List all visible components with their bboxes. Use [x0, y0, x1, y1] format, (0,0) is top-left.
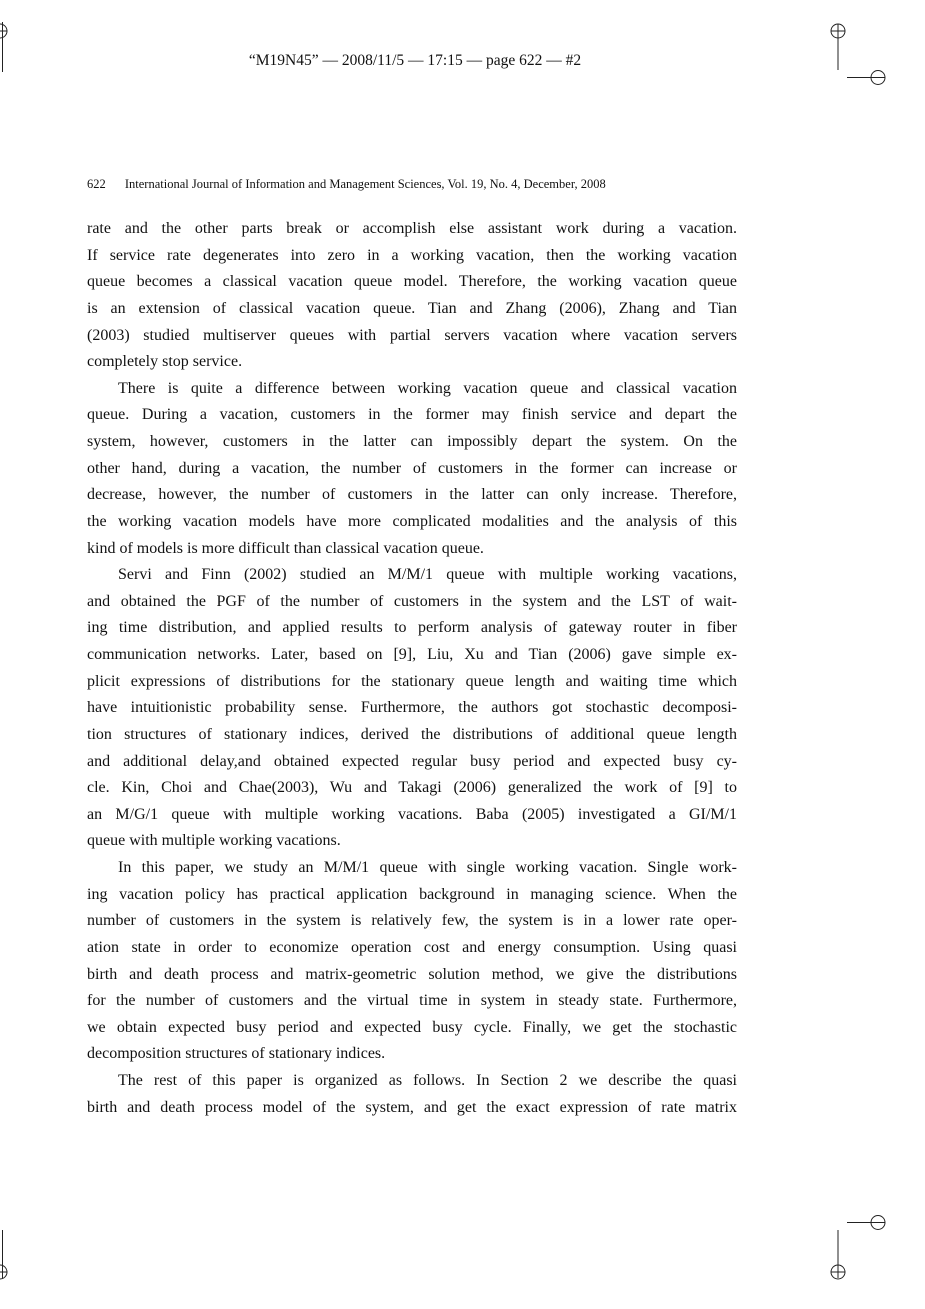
- print-slug-header: “M19N45” — 2008/11/5 — 17:15 — page 622 — #2: [248, 52, 582, 69]
- paragraph: [87, 216, 737, 376]
- text-line: If service rate degenerates into zero in a working vacation, then the working vacation: [87, 246, 737, 264]
- body-text: [87, 216, 737, 1121]
- text-line: completely stop service.: [87, 353, 243, 371]
- text-line: is an extension of classical vacation queue. Tian and Zhang (2006), Zhang and Tian: [87, 299, 737, 317]
- text-line: we obtain expected busy period and expected busy cycle. Finally, we get the stochastic: [87, 1018, 737, 1036]
- paragraph: [87, 376, 737, 562]
- text-line: have intuitionistic probability sense. Furthermore, the authors got stochastic decomposi-: [87, 699, 737, 717]
- text-line: birth and death process and matrix-geometric solution method, we give the distributions: [87, 965, 737, 983]
- text-line: (2003) studied multiserver queues with partial servers vacation where vacation servers: [87, 326, 737, 344]
- text-line: ation state in order to economize operation cost and energy consumption. Using quasi: [87, 938, 737, 956]
- text-line: queue becomes a classical vacation queue model. Therefore, the working vacation queue: [87, 273, 737, 291]
- text-line: The rest of this paper is organized as follows. In Section 2 we describe the quasi: [118, 1072, 737, 1089]
- text-line: birth and death process model of the system, and get the exact expression of rate matrix: [87, 1098, 737, 1116]
- text-line: system, however, customers in the latter can impossibly depart the system. On the: [87, 433, 737, 450]
- paragraph: [87, 562, 737, 855]
- text-line: kind of models is more difficult than classical vacation queue.: [87, 539, 484, 557]
- paragraph: [87, 1068, 737, 1121]
- text-line: queue. During a vacation, customers in the former may finish service and depart the: [87, 406, 737, 424]
- crop-mark-top-right: [831, 24, 885, 85]
- text-line: There is quite a difference between working vacation queue and classical vacation: [118, 379, 737, 397]
- text-line: ing vacation policy has practical application background in managing science. When the: [87, 885, 737, 903]
- crop-mark-bottom-right: [831, 1216, 885, 1280]
- text-line: number of customers in the system is relatively few, the system is in a lower rate oper-: [87, 912, 737, 930]
- text-line: plicit expressions of distributions for the stationary queue length and waiting time which: [87, 672, 737, 690]
- text-line: for the number of customers and the virtual time in system in steady state. Furthermore,: [87, 992, 737, 1010]
- running-head: [87, 177, 606, 192]
- crop-mark-bottom-left: [0, 1230, 7, 1279]
- text-line: other hand, during a vacation, the number of customers in the former can increase or: [87, 459, 737, 477]
- text-line: the working vacation models have more complicated modalities and the analysis of this: [87, 512, 737, 530]
- text-line: decrease, however, the number of customers in the latter can only increase. Therefore,: [87, 486, 737, 504]
- text-line: cle. Kin, Choi and Chae(2003), Wu and Takagi (2006) generalized the work of [9] to: [87, 779, 737, 797]
- text-line: and additional delay,and obtained expected regular busy period and expected busy cy-: [87, 752, 737, 770]
- text-line: an M/G/1 queue with multiple working vacations. Baba (2005) investigated a GI/M/1: [87, 805, 737, 823]
- journal-title: International Journal of Information and Management Sciences, Vol. 19, No. 4, December, 2008: [124, 177, 606, 191]
- text-line: ing time distribution, and applied results to perform analysis of gateway router in fiber: [87, 619, 737, 637]
- text-line: Servi and Finn (2002) studied an M/M/1 queue with multiple working vacations,: [118, 566, 737, 584]
- paragraph: [87, 855, 737, 1068]
- text-line: rate and the other parts break or accomplish else assistant work during a vacation.: [87, 220, 737, 237]
- text-line: decomposition structures of stationary indices.: [87, 1045, 386, 1063]
- text-line: and obtained the PGF of the number of customers in the system and the LST of wait-: [87, 592, 737, 610]
- text-line: tion structures of stationary indices, derived the distributions of additional queue length: [87, 725, 737, 743]
- text-line: In this paper, we study an M/M/1 queue with single working vacation. Single work-: [118, 859, 737, 876]
- text-line: communication networks. Later, based on [9], Liu, Xu and Tian (2006) gave simple ex-: [87, 646, 737, 663]
- text-line: queue with multiple working vacations.: [87, 832, 341, 850]
- page-number: 622: [87, 177, 106, 191]
